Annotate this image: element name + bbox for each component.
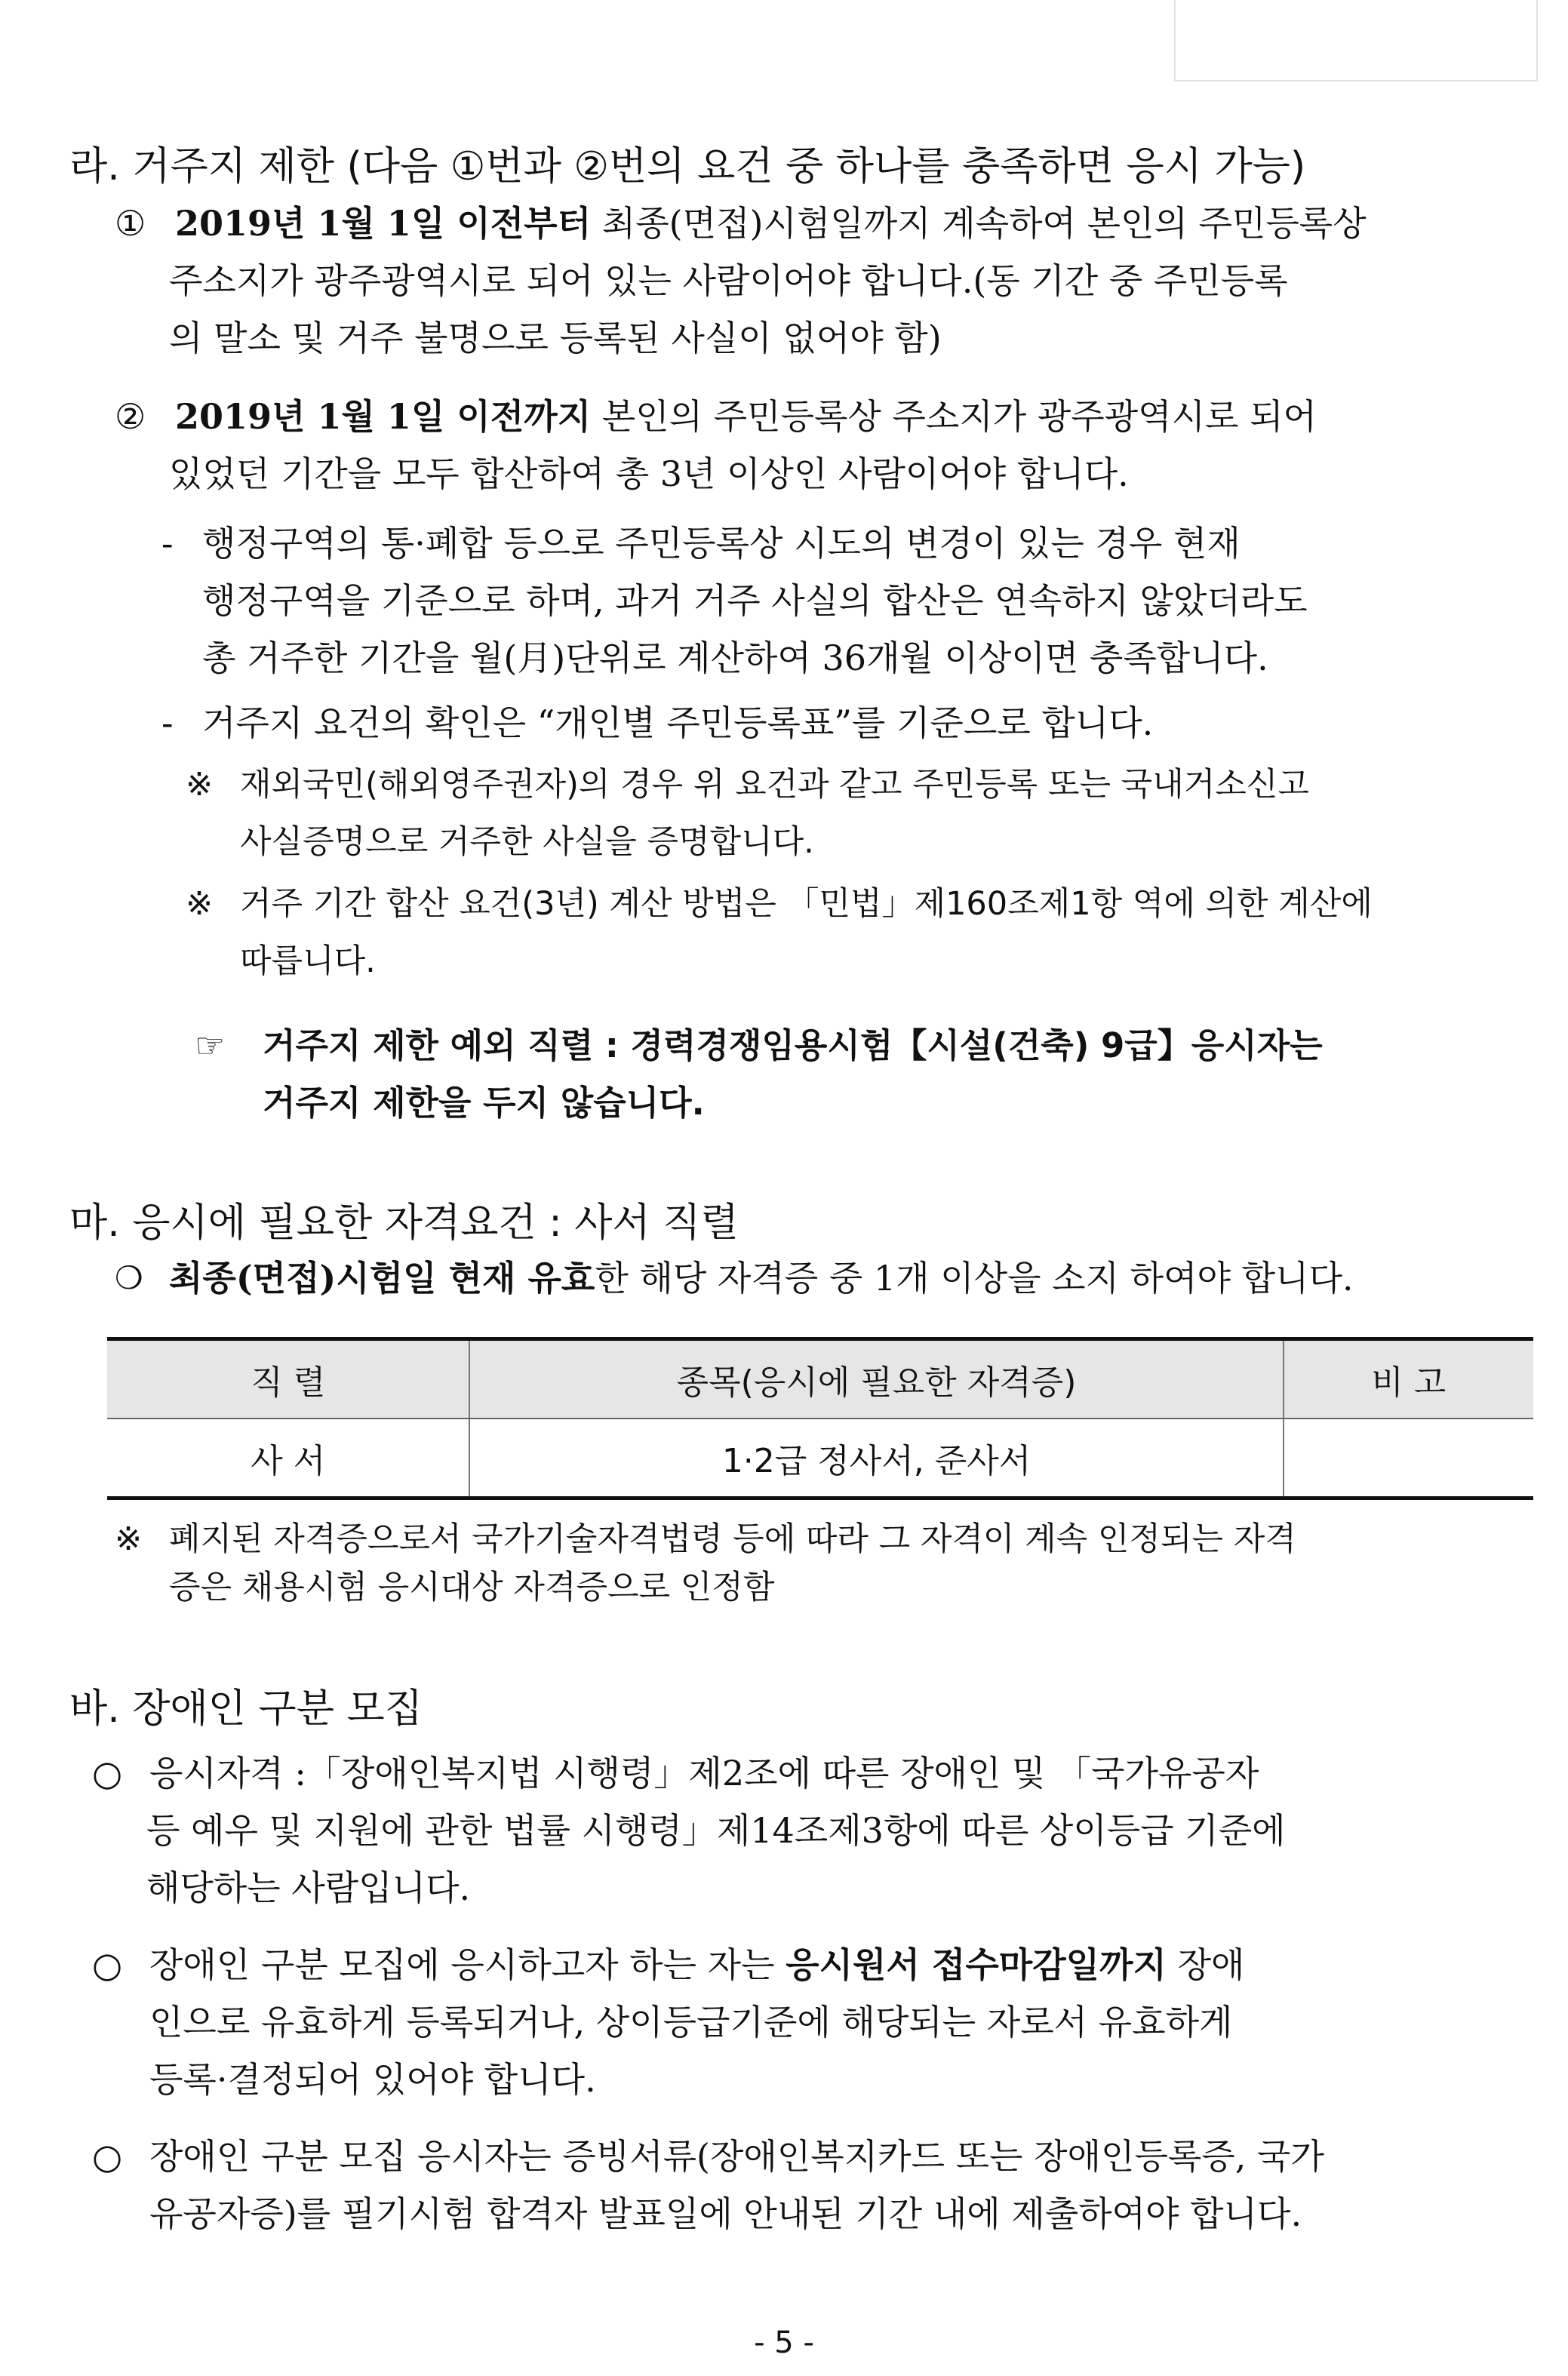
circle-bullet-icon: ○ <box>92 1753 123 1794</box>
item-text: 응시자격 :「장애인복지법 시행령」제2조에 따른 장애인 및 「국가유공자 <box>149 1753 1259 1794</box>
note-marker: ※ <box>186 885 214 923</box>
disability-item-2 <box>92 1936 1244 2108</box>
item-text: 장애인 구분 모집에 응시하고자 하는 자는 <box>149 1944 786 1985</box>
table-header-row <box>107 1339 1533 1419</box>
item-text: 증은 채용시험 응시대상 자격증으로 인정함 <box>169 1569 775 1606</box>
item-text: 유공자증)를 필기시험 합격자 발표일에 안내된 기간 내에 제출하여야 합니다. <box>149 2193 1302 2234</box>
pointing-hand-icon: ☞ <box>195 1025 226 1065</box>
item-text: 장애 <box>1166 1944 1245 1985</box>
item-text: 거주지 요건의 확인은 “개인별 주민등록표”를 기준으로 합니다. <box>202 702 1154 743</box>
item-text: 인으로 유효하게 등록되거나, 상이등급기준에 해당되는 자로서 유효하게 <box>149 2002 1233 2042</box>
item-text: 행정구역의 통·폐합 등으로 주민등록상 시도의 변경이 있는 경우 현재 <box>202 523 1241 564</box>
item-bold-text: 최종(면접)시험일 현재 유효 <box>169 1258 595 1299</box>
circle-bullet-icon: ○ <box>92 2136 123 2177</box>
item-bold-text: 2019년 1월 1일 이전부터 <box>175 203 592 244</box>
table-cell: 사 서 <box>107 1419 469 1498</box>
residence-item-1 <box>115 195 1367 367</box>
table-cell: 1·2급 정사서, 준사서 <box>469 1419 1283 1498</box>
residence-item-2 <box>115 388 1317 503</box>
section-title-disability: 바. 장애인 구분 모집 <box>69 1686 423 1732</box>
item-bold-text: 2019년 1월 1일 이전까지 <box>175 396 592 437</box>
item-text: 행정구역을 기준으로 하며, 과거 거주 사실의 합산은 연속하지 않았더라도 <box>202 580 1308 621</box>
residence-dash-1 <box>161 515 1308 687</box>
item-text: 있었던 기간을 모두 합산하여 총 3년 이상인 사람이어야 합니다. <box>169 453 1129 494</box>
residence-exception <box>195 1017 1323 1132</box>
table-row <box>107 1419 1533 1498</box>
table-cell <box>1284 1419 1533 1498</box>
residence-note-2 <box>186 875 1373 990</box>
item-text: 폐지된 자격증으로서 국가기술자격법령 등에 따라 그 자격이 계속 인정되는 자격 <box>169 1520 1296 1558</box>
circle-bullet-icon: ○ <box>92 1944 123 1985</box>
page-number: - 5 - <box>754 2325 814 2360</box>
item-text: 해당하는 사람입니다. <box>146 1867 471 1908</box>
item-text: 장애인 구분 모집 응시자는 증빙서류(장애인복지카드 또는 장애인등록증, 국가 <box>149 2136 1324 2177</box>
item-text: 주소지가 광주광역시로 되어 있는 사람이어야 합니다.(동 기간 중 주민등록 <box>169 260 1288 301</box>
residence-dash-2 <box>161 694 1153 752</box>
item-text: 등록·결정되어 있어야 합니다. <box>149 2059 596 2100</box>
item-text: 등 예우 및 지원에 관한 법률 시행령」제14조제3항에 따른 상이등급 기준에 <box>146 1810 1286 1851</box>
item-text: 본인의 주민등록상 주소지가 광주광역시로 되어 <box>591 396 1317 437</box>
table-header-cell: 종목(응시에 필요한 자격증) <box>469 1339 1283 1419</box>
item-text: 사실증명으로 거주한 사실을 증명합니다. <box>240 823 814 861</box>
section-title-residence: 라. 거주지 제한 (다음 ①번과 ②번의 요건 중 하나를 충족하면 응시 가능) <box>69 144 1306 189</box>
note-marker: ※ <box>115 1520 143 1558</box>
disability-item-3 <box>92 2128 1324 2242</box>
circle-bullet-icon: ❍ <box>115 1259 143 1296</box>
table-header-cell: 비 고 <box>1284 1339 1533 1419</box>
table-header-cell: 직 렬 <box>107 1339 469 1419</box>
item-text: 총 거주한 기간을 월(月)단위로 계산하여 36개월 이상이면 충족합니다. <box>202 638 1268 678</box>
item-text: 거주지 제한을 두지 않습니다. <box>263 1083 705 1123</box>
item-text: 의 말소 및 거주 불명으로 등록된 사실이 없어야 함) <box>169 318 942 358</box>
item-text: 거주 기간 합산 요건(3년) 계산 방법은 「민법」제160조제1항 역에 의한 계산에 <box>240 885 1373 923</box>
note-marker: ※ <box>186 766 214 804</box>
dash-marker: - <box>161 523 174 564</box>
qualification-note <box>115 1515 1296 1612</box>
item-bold-text: 응시원서 접수마감일까지 <box>786 1944 1167 1985</box>
qualification-item <box>115 1249 1354 1307</box>
item-marker: ② <box>115 396 146 437</box>
qualification-table <box>107 1337 1533 1500</box>
item-text: 거주지 제한 예외 직렬 : 경력경쟁임용시험【시설(건축) 9급】응시자는 <box>263 1025 1323 1065</box>
item-text: 한 해당 자격증 중 1개 이상을 소지 하여야 합니다. <box>595 1258 1354 1299</box>
item-marker: ① <box>115 203 146 244</box>
disability-item-1 <box>92 1744 1286 1916</box>
item-text: 재외국민(해외영주권자)의 경우 위 요건과 같고 주민등록 또는 국내거소신고 <box>240 766 1309 804</box>
item-text: 최종(면접)시험일까지 계속하여 본인의 주민등록상 <box>591 203 1367 244</box>
item-text: 따릅니다. <box>240 942 376 980</box>
section-title-qualification: 마. 응시에 필요한 자격요건 : 사서 직렬 <box>69 1200 739 1246</box>
dash-marker: - <box>161 702 174 743</box>
residence-note-1 <box>186 756 1309 871</box>
